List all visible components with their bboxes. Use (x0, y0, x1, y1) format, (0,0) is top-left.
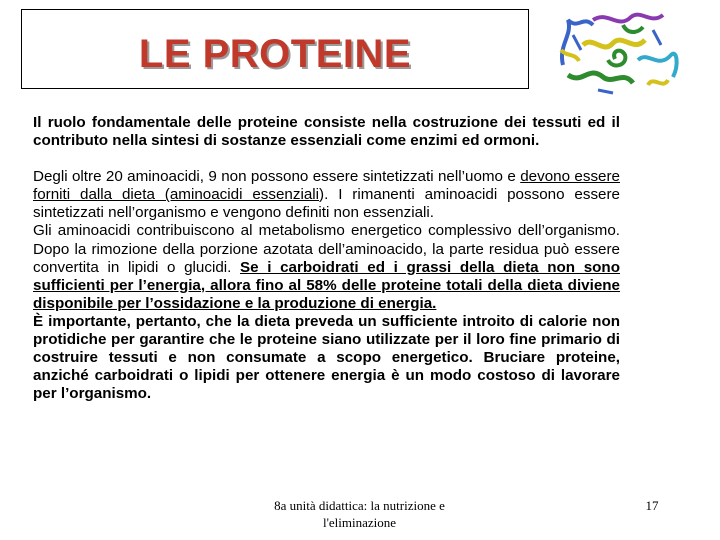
text-segment: ). I rimanenti aminoacidi possono essere sintetizzati nell’organismo e vengono definiti non essenziali. (33, 186, 620, 222)
paragraph-metabolism (33, 222, 620, 312)
footer-caption (247, 497, 472, 531)
body-text (33, 114, 620, 403)
underlined-bold-text: Se i carboidrati ed i grassi della dieta non sono sufficienti per l’energia, allora fino al 58% delle proteine totali della dieta diviene disponibile per l’ossidazione e la produzione di energia. (33, 258, 620, 312)
protein-ribbon-structure-icon (553, 5, 683, 100)
title-box (21, 9, 529, 89)
paragraph-conclusion: È importante, pertanto, che la dieta preveda un sufficiente introito di calorie non protidiche per garantire che le proteine siano utilizzate per il loro fine primario di costruire tessuti e non consumate a scopo energetico. Bruciare proteine, anziché carboidrati o lipidi per ottenere energia è un modo costoso di lavorare per l’organismo. (33, 312, 620, 403)
paragraph-amino-acids (33, 168, 620, 222)
text-segment: Degli oltre 20 aminoacidi, 9 non possono essere sintetizzati nell’uomo e (33, 168, 521, 186)
page-title: LE PROTEINE (138, 32, 412, 76)
page-number: 17 (645, 498, 659, 513)
footer-line: l'eliminazione (322, 515, 397, 530)
footer-line: 8a unità didattica: la nutrizione e (274, 498, 445, 513)
text-segment: Gli aminoacidi contribuiscono al metabolismo energetico complessivo dell’organismo. Dopo la rimozione della porzione azotata dell’aminoacido, la parte residua può essere convertita in lipidi o glucidi. (33, 222, 620, 276)
paragraph-role: Il ruolo fondamentale delle proteine consiste nella costruzione dei tessuti ed il contributo nella sintesi di sostanze essenziali come enzimi ed ormoni. (33, 114, 620, 150)
underlined-essential-text: devono essere forniti dalla dieta (aminoacidi essenziali (33, 168, 620, 204)
